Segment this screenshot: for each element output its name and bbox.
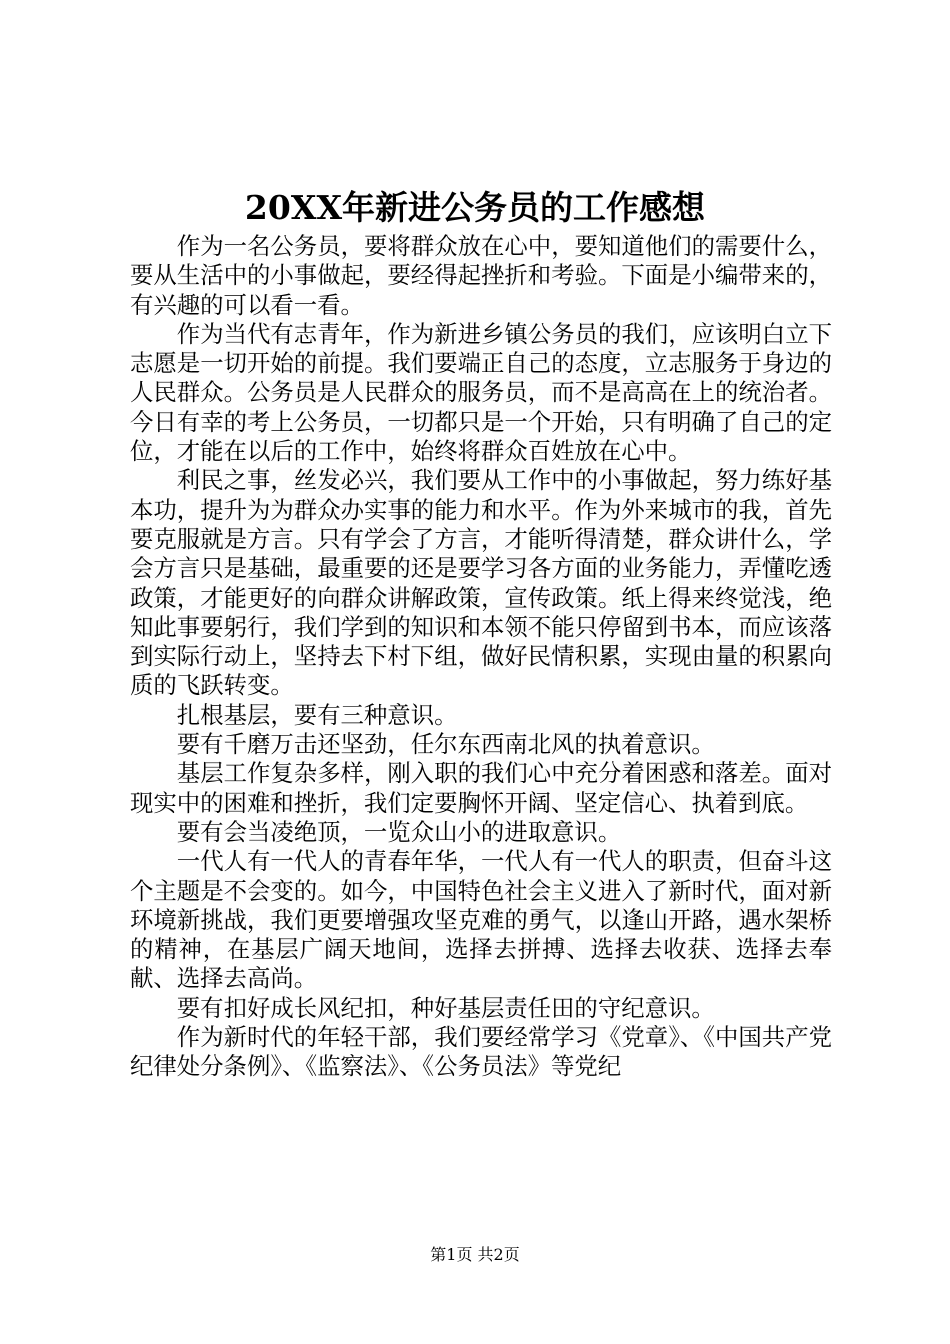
paragraph: 利民之事，丝发必兴，我们要从工作中的小事做起，努力练好基本功，提升为为群众办实事的能力和水平。作为外来城市的我，首先要克服就是方言。只有学会了方言，才能听得清楚，群众讲什么，学会方言只是基础，最重要的还是要学习各方面的业务能力，弄懂吃透政策，才能更好的向群众讲解政策，宣传政策。纸上得来终觉浅，绝知此事要躬行，我们学到的知识和本领不能只停留到书本，而应该落到实际行动上，坚持去下村下组，做好民情积累，实现由量的积累向质的飞跃转变。 — [130, 466, 832, 700]
document-body — [130, 232, 832, 1082]
paragraph: 作为一名公务员，要将群众放在心中，要知道他们的需要什么，要从生活中的小事做起，要经得起挫折和考验。下面是小编带来的，有兴趣的可以看一看。 — [130, 232, 832, 319]
paragraph: 要有会当凌绝顶，一览众山小的进取意识。 — [176, 817, 622, 846]
paragraph: 扎根基层，要有三种意识。 — [176, 700, 458, 729]
paragraph: 要有千磨万击还坚劲，任尔东西南北风的执着意识。 — [176, 730, 715, 759]
page-number: 第1页 共2页 — [430, 1245, 520, 1264]
paragraph: 要有扣好成长风纪扣，种好基层责任田的守纪意识。 — [176, 993, 715, 1022]
document-title: 20XX年新进公务员的工作感想 — [244, 188, 706, 227]
paragraph: 作为当代有志青年，作为新进乡镇公务员的我们，应该明白立下志愿是一切开始的前提。我们要端正自己的态度，立志服务于身边的人民群众。公务员是人民群众的服务员，而不是高高在上的统治者。今日有幸的考上公务员，一切都只是一个开始，只有明确了自己的定位，才能在以后的工作中，始终将群众百姓放在心中。 — [130, 319, 832, 466]
paragraph: 作为新时代的年轻干部，我们要经常学习《党章》、《中国共产党纪律处分条例》、《监察法》、《公务员法》等党纪 — [130, 1023, 832, 1081]
paragraph: 基层工作复杂多样，刚入职的我们心中充分着困惑和落差。面对现实中的困难和挫折，我们定要胸怀开阔、坚定信心、执着到底。 — [130, 759, 832, 817]
paragraph: 一代人有一代人的青春年华，一代人有一代人的职责，但奋斗这个主题是不会变的。如今，中国特色社会主义进入了新时代，面对新环境新挑战，我们更要增强攻坚克难的勇气，以逢山开路，遇水架桥的精神，在基层广阔天地间，选择去拼搏、选择去收获、选择去奉献、选择去高尚。 — [130, 847, 832, 993]
page-footer — [0, 1245, 950, 1265]
